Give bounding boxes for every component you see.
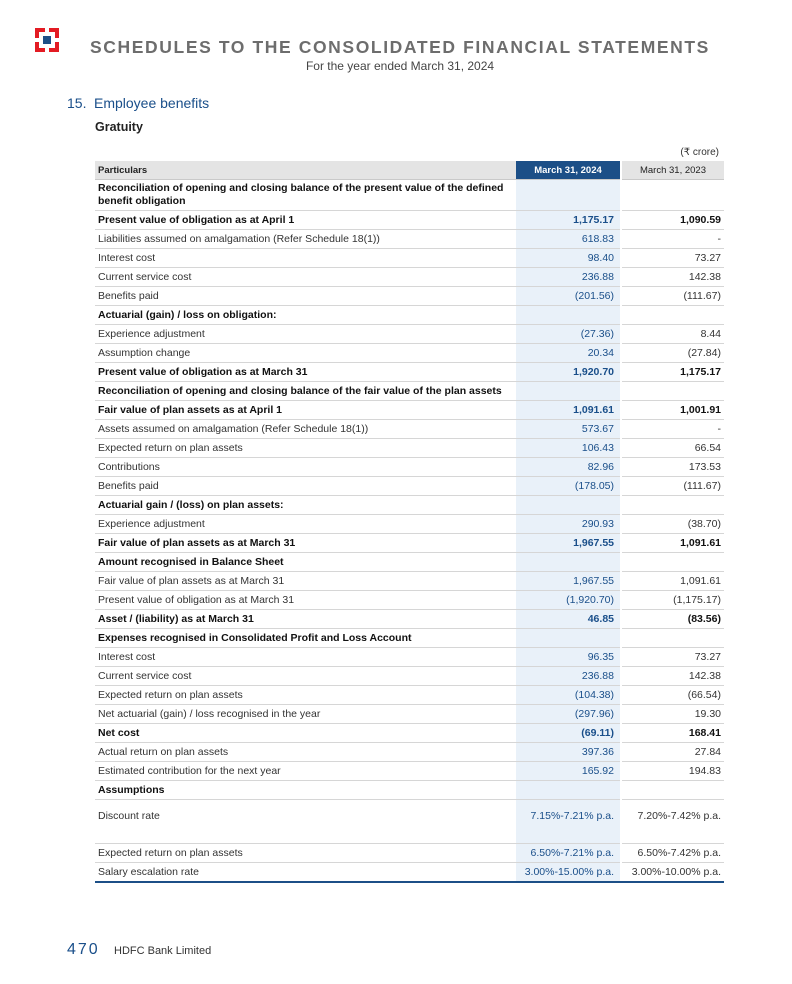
table-row: [95, 844, 724, 863]
row-label: Interest cost: [95, 648, 516, 667]
value-current-year: 236.88: [516, 268, 621, 287]
table-row: [95, 420, 724, 439]
value-previous-year: 66.54: [621, 439, 724, 458]
table-row: [95, 610, 724, 629]
row-label: Experience adjustment: [95, 325, 516, 344]
table-row: [95, 629, 724, 648]
row-label: Reconciliation of opening and closing balance of the present value of the defined benefit obligation: [95, 180, 516, 211]
table-row: [95, 724, 724, 743]
table-header-row: [95, 161, 724, 180]
row-label: Expected return on plan assets: [95, 844, 516, 863]
table-row: [95, 648, 724, 667]
row-label: Assets assumed on amalgamation (Refer Schedule 18(1)): [95, 420, 516, 439]
table-row: [95, 458, 724, 477]
row-label: Assumption change: [95, 344, 516, 363]
sub-heading: Gratuity: [95, 120, 143, 134]
table-row: [95, 800, 724, 844]
table-row: [95, 686, 724, 705]
row-label: Asset / (liability) as at March 31: [95, 610, 516, 629]
value-current-year: 1,967.55: [516, 572, 621, 591]
column-header-particulars: Particulars: [95, 161, 516, 180]
value-current-year: 20.34: [516, 344, 621, 363]
page-number: 470: [67, 941, 100, 958]
value-current-year: 7.15%-7.21% p.a.: [516, 800, 621, 844]
row-label: Discount rate: [95, 800, 516, 844]
value-current-year: (1,920.70): [516, 591, 621, 610]
table-row: [95, 306, 724, 325]
row-label: Reconciliation of opening and closing balance of the fair value of the plan assets: [95, 382, 516, 401]
value-previous-year: [621, 781, 724, 800]
table-row: [95, 230, 724, 249]
table-body: [95, 180, 724, 883]
row-label: Expected return on plan assets: [95, 439, 516, 458]
table-row: [95, 534, 724, 553]
table-row: [95, 762, 724, 781]
value-current-year: 1,967.55: [516, 534, 621, 553]
row-label: Fair value of plan assets as at April 1: [95, 401, 516, 420]
value-current-year: 1,091.61: [516, 401, 621, 420]
value-current-year: 3.00%-15.00% p.a.: [516, 863, 621, 883]
value-previous-year: [621, 629, 724, 648]
value-current-year: 397.36: [516, 743, 621, 762]
value-current-year: 165.92: [516, 762, 621, 781]
table-row: [95, 591, 724, 610]
row-label: Present value of obligation as at March 31: [95, 591, 516, 610]
value-current-year: (69.11): [516, 724, 621, 743]
value-previous-year: [621, 553, 724, 572]
row-label: Current service cost: [95, 667, 516, 686]
row-label: Fair value of plan assets as at March 31: [95, 534, 516, 553]
table-row: [95, 268, 724, 287]
table-row: [95, 249, 724, 268]
value-previous-year: (66.54): [621, 686, 724, 705]
value-previous-year: [621, 496, 724, 515]
table-row: [95, 515, 724, 534]
table-row: [95, 667, 724, 686]
value-previous-year: 1,175.17: [621, 363, 724, 382]
value-previous-year: 173.53: [621, 458, 724, 477]
page-title: SCHEDULES TO THE CONSOLIDATED FINANCIAL STATEMENTS: [90, 37, 710, 57]
table-row: [95, 211, 724, 230]
row-label: Expenses recognised in Consolidated Profit and Loss Account: [95, 629, 516, 648]
value-previous-year: [621, 180, 724, 211]
value-previous-year: 168.41: [621, 724, 724, 743]
value-previous-year: 6.50%-7.42% p.a.: [621, 844, 724, 863]
value-current-year: [516, 382, 621, 401]
value-previous-year: (111.67): [621, 287, 724, 306]
column-header-current-year: March 31, 2024: [516, 161, 621, 180]
value-previous-year: -: [621, 230, 724, 249]
row-label: Experience adjustment: [95, 515, 516, 534]
value-current-year: 46.85: [516, 610, 621, 629]
table-row: [95, 287, 724, 306]
value-current-year: [516, 781, 621, 800]
table-row: [95, 439, 724, 458]
value-previous-year: 1,001.91: [621, 401, 724, 420]
row-label: Net cost: [95, 724, 516, 743]
row-label: Amount recognised in Balance Sheet: [95, 553, 516, 572]
value-current-year: (178.05): [516, 477, 621, 496]
value-previous-year: 3.00%-10.00% p.a.: [621, 863, 724, 883]
value-current-year: (201.56): [516, 287, 621, 306]
page-subtitle: For the year ended March 31, 2024: [305, 59, 495, 73]
table-row: [95, 863, 724, 883]
value-current-year: 290.93: [516, 515, 621, 534]
value-previous-year: 142.38: [621, 268, 724, 287]
value-current-year: (104.38): [516, 686, 621, 705]
table-row: [95, 477, 724, 496]
row-label: Current service cost: [95, 268, 516, 287]
row-label: Contributions: [95, 458, 516, 477]
section-number: 15.: [67, 95, 87, 111]
row-label: Estimated contribution for the next year: [95, 762, 516, 781]
table-row: [95, 553, 724, 572]
row-label: Salary escalation rate: [95, 863, 516, 883]
value-current-year: 82.96: [516, 458, 621, 477]
value-current-year: 98.40: [516, 249, 621, 268]
row-label: Actuarial (gain) / loss on obligation:: [95, 306, 516, 325]
row-label: Interest cost: [95, 249, 516, 268]
row-label: Liabilities assumed on amalgamation (Refer Schedule 18(1)): [95, 230, 516, 249]
value-current-year: 1,920.70: [516, 363, 621, 382]
table-row: [95, 401, 724, 420]
value-previous-year: 7.20%-7.42% p.a.: [621, 800, 724, 844]
table-row: [95, 496, 724, 515]
row-label: Expected return on plan assets: [95, 686, 516, 705]
value-current-year: [516, 553, 621, 572]
value-current-year: 618.83: [516, 230, 621, 249]
value-previous-year: (111.67): [621, 477, 724, 496]
row-label: Benefits paid: [95, 477, 516, 496]
value-current-year: 6.50%-7.21% p.a.: [516, 844, 621, 863]
table-row: [95, 344, 724, 363]
table-row: [95, 743, 724, 762]
row-label: Actuarial gain / (loss) on plan assets:: [95, 496, 516, 515]
value-current-year: [516, 629, 621, 648]
value-previous-year: 8.44: [621, 325, 724, 344]
value-previous-year: -: [621, 420, 724, 439]
row-label: Benefits paid: [95, 287, 516, 306]
value-current-year: [516, 180, 621, 211]
table-row: [95, 572, 724, 591]
section-heading: [67, 95, 209, 111]
unit-note: (₹ crore): [680, 147, 719, 158]
value-previous-year: (83.56): [621, 610, 724, 629]
section-title: Employee benefits: [94, 95, 210, 111]
column-header-previous-year: March 31, 2023: [621, 161, 724, 180]
value-current-year: [516, 306, 621, 325]
table-row: [95, 180, 724, 211]
value-previous-year: 142.38: [621, 667, 724, 686]
value-current-year: 96.35: [516, 648, 621, 667]
footer-company: HDFC Bank Limited: [114, 945, 212, 957]
value-current-year: (27.36): [516, 325, 621, 344]
value-previous-year: 1,091.61: [621, 572, 724, 591]
value-current-year: [516, 496, 621, 515]
value-current-year: (297.96): [516, 705, 621, 724]
value-previous-year: [621, 382, 724, 401]
hdfc-logo-icon: [35, 28, 59, 52]
table-row: [95, 382, 724, 401]
row-label: Present value of obligation as at April 1: [95, 211, 516, 230]
value-current-year: 106.43: [516, 439, 621, 458]
value-previous-year: 1,090.59: [621, 211, 724, 230]
value-previous-year: (1,175.17): [621, 591, 724, 610]
value-previous-year: 1,091.61: [621, 534, 724, 553]
value-current-year: 573.67: [516, 420, 621, 439]
value-previous-year: (27.84): [621, 344, 724, 363]
value-previous-year: 73.27: [621, 249, 724, 268]
gratuity-table: [95, 161, 724, 883]
table-row: [95, 781, 724, 800]
row-label: Actual return on plan assets: [95, 743, 516, 762]
value-previous-year: 194.83: [621, 762, 724, 781]
value-previous-year: (38.70): [621, 515, 724, 534]
value-previous-year: 73.27: [621, 648, 724, 667]
row-label: Assumptions: [95, 781, 516, 800]
row-label: Fair value of plan assets as at March 31: [95, 572, 516, 591]
table-row: [95, 705, 724, 724]
value-current-year: 1,175.17: [516, 211, 621, 230]
value-previous-year: 27.84: [621, 743, 724, 762]
row-label: Present value of obligation as at March 31: [95, 363, 516, 382]
value-previous-year: 19.30: [621, 705, 724, 724]
value-previous-year: [621, 306, 724, 325]
value-current-year: 236.88: [516, 667, 621, 686]
row-label: Net actuarial (gain) / loss recognised in the year: [95, 705, 516, 724]
table-row: [95, 363, 724, 382]
table-row: [95, 325, 724, 344]
